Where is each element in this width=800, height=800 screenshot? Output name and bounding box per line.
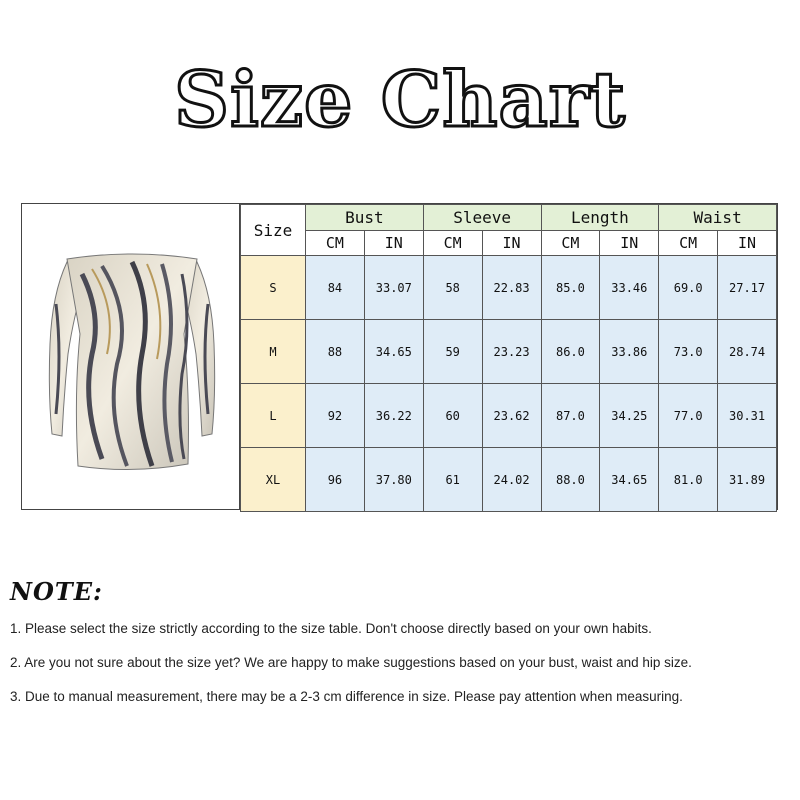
table-cell: 28.74 [718,320,777,384]
unit-in: IN [364,231,423,256]
unit-in: IN [482,231,541,256]
table-cell: 37.80 [364,448,423,512]
page-title: Size Chart [174,55,626,144]
size-label: XL [241,448,306,512]
unit-cm: CM [423,231,482,256]
table-cell: 92 [306,384,365,448]
unit-in: IN [718,231,777,256]
table-cell: 27.17 [718,256,777,320]
header-sleeve: Sleeve [423,205,541,231]
table-cell: 69.0 [659,256,718,320]
table-cell: 88.0 [541,448,600,512]
table-cell: 77.0 [659,384,718,448]
table-cell: 33.46 [600,256,659,320]
size-chart [21,203,778,510]
table-row [241,448,777,512]
note-item: 1. Please select the size strictly according to the size table. Don't choose directly based on your own habits. [10,621,652,636]
table-cell: 34.65 [600,448,659,512]
table-cell: 33.07 [364,256,423,320]
note-item: 3. Due to manual measurement, there may be a 2-3 cm difference in size. Please pay attention when measuring. [10,689,683,704]
table-cell: 30.31 [718,384,777,448]
table-cell: 22.83 [482,256,541,320]
note-item: 2. Are you not sure about the size yet? We are happy to make suggestions based on your bust, waist and hip size. [10,655,692,670]
size-label: S [241,256,306,320]
table-cell: 33.86 [600,320,659,384]
table-cell: 34.65 [364,320,423,384]
size-label: M [241,320,306,384]
size-column-header: Size [241,205,306,256]
table-cell: 87.0 [541,384,600,448]
table-row [241,256,777,320]
table-cell: 36.22 [364,384,423,448]
table-cell: 31.89 [718,448,777,512]
table-cell: 61 [423,448,482,512]
unit-in: IN [600,231,659,256]
unit-cm: CM [306,231,365,256]
table-cell: 23.62 [482,384,541,448]
table-cell: 34.25 [600,384,659,448]
header-waist: Waist [659,205,777,231]
table-cell: 85.0 [541,256,600,320]
table-cell: 60 [423,384,482,448]
header-length: Length [541,205,659,231]
table-cell: 23.23 [482,320,541,384]
table-cell: 58 [423,256,482,320]
table-cell: 86.0 [541,320,600,384]
unit-cm: CM [541,231,600,256]
table-cell: 73.0 [659,320,718,384]
table-row [241,384,777,448]
note-list [10,620,800,722]
dress-photo [22,204,240,509]
table-cell: 59 [423,320,482,384]
table-cell: 96 [306,448,365,512]
table-cell: 88 [306,320,365,384]
size-label: L [241,384,306,448]
note-heading: NOTE: [10,577,103,606]
table-row [241,320,777,384]
header-bust: Bust [306,205,424,231]
dress-illustration [22,204,240,509]
table-cell: 24.02 [482,448,541,512]
table-cell: 84 [306,256,365,320]
size-table [240,204,777,512]
unit-cm: CM [659,231,718,256]
table-cell: 81.0 [659,448,718,512]
